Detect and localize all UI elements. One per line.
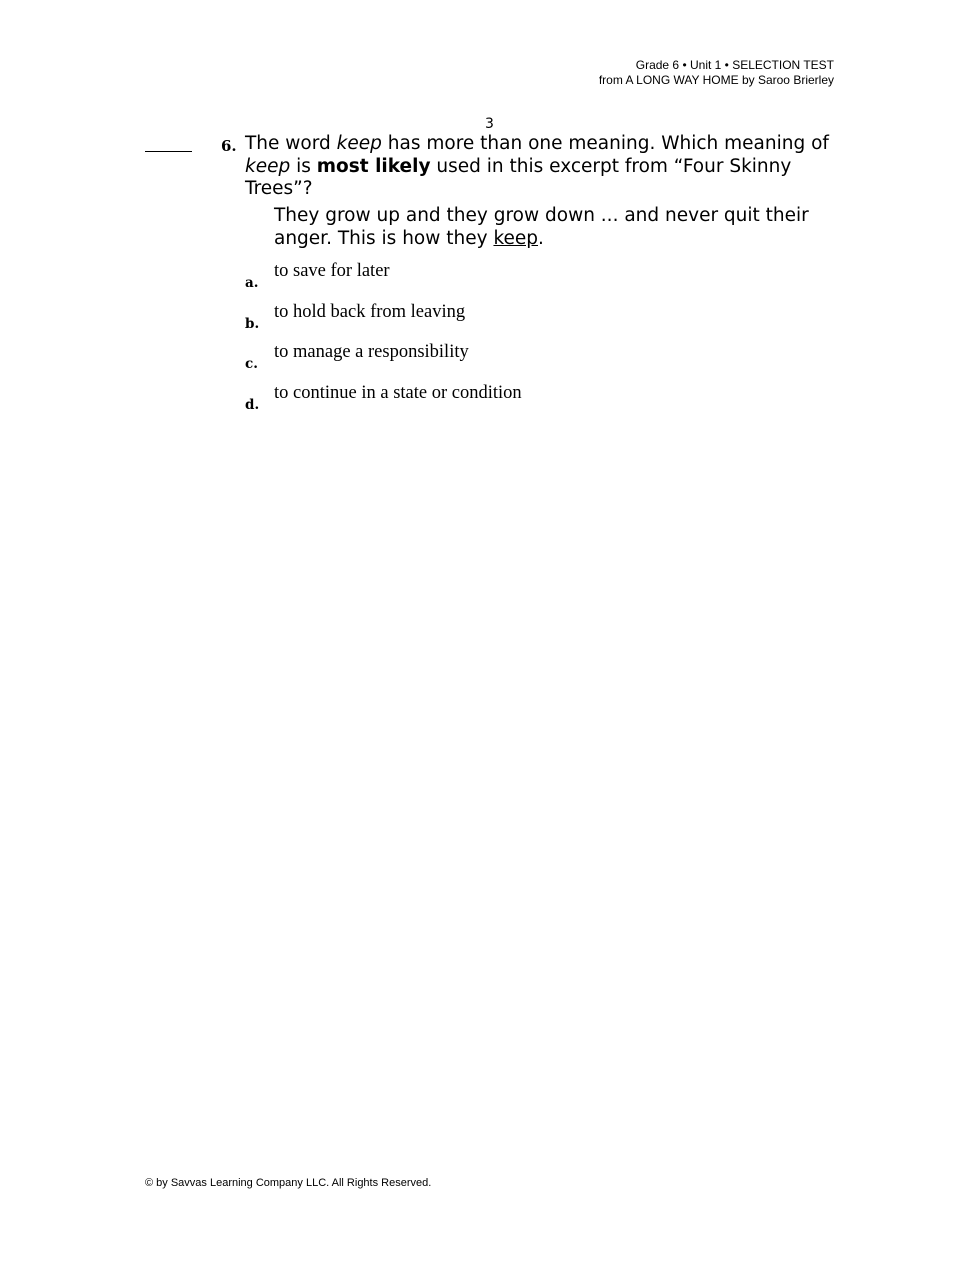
question-stem [245,133,840,201]
choice-b-letter[interactable]: b. [245,316,260,332]
header-selection: from A LONG WAY HOME by Saroo Brierley [598,73,834,87]
excerpt [274,205,844,250]
header-grade-unit: Grade 6 • Unit 1 • SELECTION TEST [635,58,834,72]
answer-blank[interactable] [145,151,192,152]
stem-bold: most likely [316,155,431,177]
copyright-footer: © by Savvas Learning Company LLC. All Rights Reserved. [145,1177,432,1189]
choice-c-letter[interactable]: c. [245,356,258,372]
excerpt-period: . [538,227,544,249]
choice-b-text[interactable]: to hold back from leaving [274,302,466,322]
stem-text: The word [245,133,337,154]
choice-a-letter[interactable]: a. [245,275,259,291]
excerpt-underlined-word: keep [493,227,539,249]
stem-text: used in this excerpt from “Four Skinny Trees”? [245,155,792,199]
stem-keep-italic: keep [336,133,382,154]
choice-d-text[interactable]: to continue in a state or condition [274,383,522,403]
choice-c-text[interactable]: to manage a responsibility [274,342,469,362]
stem-text: has more than one meaning. Which meaning of [381,133,829,154]
stem-keep-italic: keep [245,155,291,177]
choice-a-text[interactable]: to save for later [274,261,390,281]
page-number: 3 [485,116,494,132]
page-header [599,58,834,88]
question-number: 6. [221,137,237,155]
choice-d-letter[interactable]: d. [245,397,260,413]
stem-text: is [290,155,317,177]
excerpt-text: They grow up and they grow down ... and never quit their anger. This is how they [274,205,809,249]
